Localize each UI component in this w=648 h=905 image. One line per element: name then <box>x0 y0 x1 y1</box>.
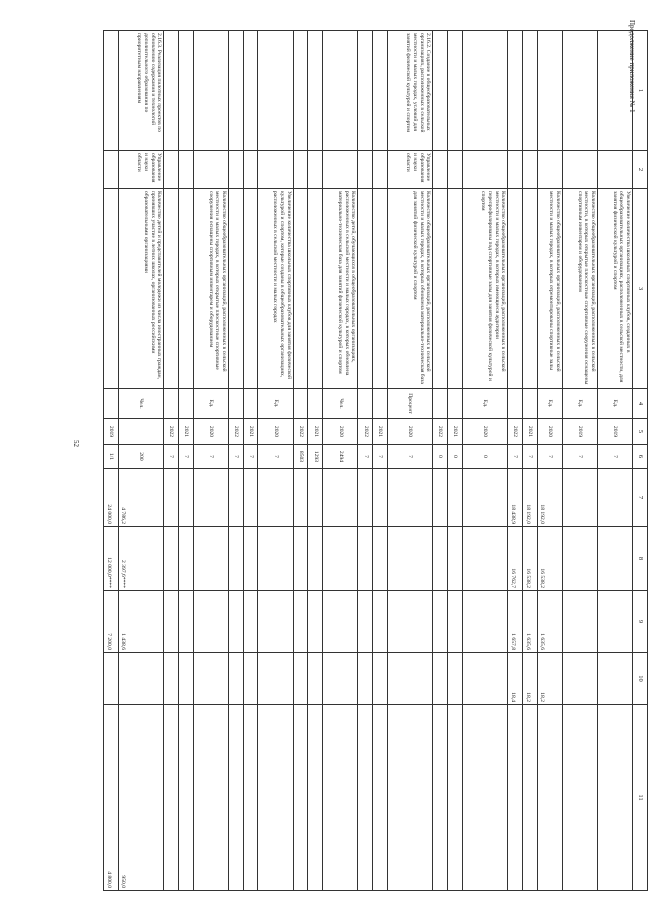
column-number-header: 10 <box>633 653 648 705</box>
table-cell-c1 <box>597 31 632 151</box>
table-cell-c11 <box>433 705 448 891</box>
table-cell-c1 <box>508 31 523 151</box>
table-cell-c1 <box>293 31 308 151</box>
table-cell-c7 <box>164 469 179 527</box>
table-row <box>562 31 597 891</box>
table-cell-c10 <box>433 653 448 705</box>
table-cell-c3 <box>178 189 193 389</box>
table-cell-c9: 1 635,6 <box>537 591 562 653</box>
table-cell-c5: 2019 <box>104 419 119 445</box>
table-cell-c11 <box>387 705 432 891</box>
table-cell-c3: Количество общеобразовательных организаций, расположенных в сельской местности и малых городах, в которых имеющиеся аудитории перепрофилированы под спортивные залы для занятия физической культурой и спортом <box>462 189 507 389</box>
table-cell-c7 <box>243 469 258 527</box>
table-cell-c4 <box>433 389 448 419</box>
table-cell-c11 <box>178 705 193 891</box>
table-cell-c8 <box>178 527 193 591</box>
table-cell-c8 <box>323 527 358 591</box>
table-cell-c5: 2022 <box>164 419 179 445</box>
table-cell-c5: 2021 <box>522 419 537 445</box>
table-cell-c8: 16 538,2 <box>537 527 562 591</box>
table-cell-c9: 7 200,0 <box>104 591 119 653</box>
table-cell-c3 <box>522 189 537 389</box>
table-cell-c4 <box>104 389 119 419</box>
table-cell-c6: 0 <box>448 445 463 469</box>
table-cell-c3 <box>373 189 388 389</box>
table-cell-c3: Количество детей и представителей молодежи из числа иностранных граждан, принявших участие в летних школах, организованных российскими образовательными организациями <box>118 189 163 389</box>
table-row <box>228 31 243 891</box>
table-cell-c2: Управление образования и науки области <box>118 151 163 189</box>
table-cell-c4: Ед. <box>597 389 632 419</box>
table-cell-c1 <box>433 31 448 151</box>
table-cell-c10 <box>387 653 432 705</box>
table-cell-c7 <box>462 469 507 527</box>
table-cell-c1 <box>373 31 388 151</box>
table-cell-c7 <box>193 469 228 527</box>
table-cell-c7: 18 438,9 <box>508 469 523 527</box>
table-cell-c1 <box>104 31 119 151</box>
table-cell-c3 <box>293 189 308 389</box>
table-row <box>323 31 358 891</box>
table-cell-c10 <box>462 653 507 705</box>
table-cell-c1: 2.16.3. Реализация пилотных проектов по обновлению содержания и технологий дополнительного образования по приоритетным направлениям <box>118 31 163 151</box>
table-row <box>597 31 632 891</box>
table-row <box>373 31 388 891</box>
table-cell-c2 <box>243 151 258 189</box>
table-cell-c8 <box>243 527 258 591</box>
table-cell-c11 <box>358 705 373 891</box>
table-cell-c7 <box>597 469 632 527</box>
table-row <box>433 31 448 891</box>
table-cell-c7 <box>358 469 373 527</box>
table-cell-c5: 2021 <box>448 419 463 445</box>
table-row <box>387 31 432 891</box>
table-cell-c5: 2021 <box>243 419 258 445</box>
table-cell-c8 <box>308 527 323 591</box>
table-cell-c3 <box>243 189 258 389</box>
table-cell-c11 <box>448 705 463 891</box>
table-cell-c3 <box>164 189 179 389</box>
table-cell-c6: 7 <box>537 445 562 469</box>
table-row <box>522 31 537 891</box>
table-cell-c2 <box>448 151 463 189</box>
table-cell-c6: 0 <box>433 445 448 469</box>
program-table <box>103 30 648 891</box>
table-cell-c8 <box>164 527 179 591</box>
table-cell-c5: 2020 <box>387 419 432 445</box>
table-cell-c2 <box>104 151 119 189</box>
table-cell-c10 <box>373 653 388 705</box>
table-row <box>164 31 179 891</box>
table-cell-c2 <box>323 151 358 189</box>
table-cell-c2 <box>462 151 507 189</box>
table-cell-c2 <box>562 151 597 189</box>
table-cell-c11 <box>462 705 507 891</box>
column-number-header: 3 <box>633 189 648 389</box>
table-cell-c1 <box>537 31 562 151</box>
table-cell-c6: 7 <box>178 445 193 469</box>
table-cell-c6: 8503 <box>293 445 308 469</box>
table-cell-c8 <box>597 527 632 591</box>
table-cell-c5: 2022 <box>433 419 448 445</box>
table-cell-c8 <box>258 527 293 591</box>
table-cell-c5: 2022 <box>293 419 308 445</box>
table-cell-c9 <box>164 591 179 653</box>
table-cell-c4 <box>522 389 537 419</box>
table-cell-c6: 7 <box>243 445 258 469</box>
table-cell-c11 <box>508 705 523 891</box>
table-cell-c4: Ед. <box>462 389 507 419</box>
table-cell-c10: 18,2 <box>537 653 562 705</box>
table-row <box>193 31 228 891</box>
table-cell-c6: 7 <box>597 445 632 469</box>
table-cell-c1 <box>243 31 258 151</box>
table-row <box>258 31 293 891</box>
table-cell-c6: 7 <box>508 445 523 469</box>
table-cell-c5: 2020 <box>462 419 507 445</box>
table-cell-c4: Ед. <box>562 389 597 419</box>
continuation-label: Продолжение приложения № 1 <box>628 20 636 113</box>
table-cell-c7: 24 000,0 <box>104 469 119 527</box>
table-cell-c6: 7 <box>228 445 243 469</box>
table-cell-c10 <box>323 653 358 705</box>
table-cell-c8 <box>293 527 308 591</box>
table-row <box>448 31 463 891</box>
table-cell-c11 <box>293 705 308 891</box>
table-cell-c7 <box>433 469 448 527</box>
table-cell-c10 <box>178 653 193 705</box>
table-cell-c4: Процент <box>387 389 432 419</box>
table-cell-c8 <box>448 527 463 591</box>
table-cell-c7 <box>308 469 323 527</box>
table-cell-c9 <box>597 591 632 653</box>
column-number-header: 11 <box>633 705 648 891</box>
table-cell-c4 <box>373 389 388 419</box>
table-cell-c8 <box>373 527 388 591</box>
table-cell-c2 <box>308 151 323 189</box>
table-cell-c1 <box>228 31 243 151</box>
table-cell-c4 <box>178 389 193 419</box>
table-cell-c9 <box>228 591 243 653</box>
table-cell-c9: 1 438,6 <box>118 591 163 653</box>
table-cell-c6: 1/1 <box>104 445 119 469</box>
table-cell-c1 <box>258 31 293 151</box>
table-cell-c10 <box>228 653 243 705</box>
table-cell-c8 <box>228 527 243 591</box>
table-cell-c9 <box>193 591 228 653</box>
table-cell-c10 <box>562 653 597 705</box>
table-cell-c1: 2.16.2. Создание в общеобразовательных организациях, расположенных в сельской местности и малых городах, условий для занятий физической культурой и спортом <box>387 31 432 151</box>
table-cell-c7 <box>448 469 463 527</box>
table-cell-c9 <box>373 591 388 653</box>
table-cell-c10 <box>258 653 293 705</box>
table-cell-c2 <box>178 151 193 189</box>
table-cell-c8 <box>433 527 448 591</box>
table-row <box>178 31 193 891</box>
column-number-header: 4 <box>633 389 648 419</box>
table-cell-c9 <box>387 591 432 653</box>
table-cell-c1 <box>164 31 179 151</box>
table-cell-c7 <box>562 469 597 527</box>
table-cell-c10 <box>597 653 632 705</box>
column-number-header: 5 <box>633 419 648 445</box>
table-row <box>462 31 507 891</box>
table-cell-c5: 2021 <box>373 419 388 445</box>
table-cell-c10: 18,2 <box>522 653 537 705</box>
table-cell-c11 <box>258 705 293 891</box>
table-row <box>508 31 523 891</box>
table-cell-c4: Чел. <box>118 389 163 419</box>
column-number-header-row <box>633 31 648 891</box>
table-cell-c1 <box>562 31 597 151</box>
table-cell-c5: 2019 <box>562 419 597 445</box>
table-cell-c2 <box>522 151 537 189</box>
table-cell-c4: Ед. <box>537 389 562 419</box>
table-cell-c1 <box>193 31 228 151</box>
table-cell-c7 <box>228 469 243 527</box>
table-cell-c8 <box>358 527 373 591</box>
table-cell-c1 <box>308 31 323 151</box>
table-cell-c4 <box>358 389 373 419</box>
table-cell-c9: 1 657,8 <box>508 591 523 653</box>
table-cell-c6: 1293 <box>308 445 323 469</box>
table-cell-c8: 12 000,0**** <box>104 527 119 591</box>
rotated-table-sheet <box>103 30 648 890</box>
table-cell-c9 <box>433 591 448 653</box>
table-cell-c2 <box>358 151 373 189</box>
table-cell-c3: Количество общеобразовательных организаций, расположенных в сельской местности и малых городах, в которых открытые плоскостные спортивные сооружения оснащены спортивным инвентарем и оборудованием <box>193 189 228 389</box>
table-cell-c9 <box>243 591 258 653</box>
table-cell-c6: 7 <box>387 445 432 469</box>
table-cell-c3: Увеличение количества школьных спортивных клубов, созданных в общеобразовательных организациях, расположенных в сельской местности, для занятия физической культурой и спортом <box>597 189 632 389</box>
table-cell-c2 <box>508 151 523 189</box>
table-cell-c2 <box>537 151 562 189</box>
column-number-header: 6 <box>633 445 648 469</box>
table-cell-c7: 18 192,0 <box>537 469 562 527</box>
table-cell-c4 <box>508 389 523 419</box>
table-cell-c8 <box>462 527 507 591</box>
page-number: 52 <box>72 440 80 447</box>
table-cell-c10 <box>308 653 323 705</box>
column-number-header: 9 <box>633 591 648 653</box>
table-cell-c6: 7 <box>562 445 597 469</box>
table-cell-c4 <box>308 389 323 419</box>
table-cell-c10 <box>293 653 308 705</box>
table-cell-c3 <box>308 189 323 389</box>
table-cell-c11 <box>373 705 388 891</box>
table-cell-c3 <box>228 189 243 389</box>
table-cell-c5: 2020 <box>537 419 562 445</box>
table-cell-c9: 1 635,6 <box>522 591 537 653</box>
table-cell-c3: Количество детей, обучающихся в общеобразовательных организациях, расположенных в сельской местности и малых городах, в которых обновлена материально-техническая база для занятий физической культурой и спортом <box>323 189 358 389</box>
table-cell-c9 <box>308 591 323 653</box>
table-cell-c5: 2022 <box>358 419 373 445</box>
table-cell-c8 <box>562 527 597 591</box>
table-cell-c11 <box>308 705 323 891</box>
table-cell-c6: 7 <box>373 445 388 469</box>
table-cell-c1 <box>178 31 193 151</box>
table-row <box>104 31 119 891</box>
table-cell-c10 <box>358 653 373 705</box>
column-number-header: 7 <box>633 469 648 527</box>
table-row <box>537 31 562 891</box>
table-cell-c5: 2022 <box>228 419 243 445</box>
table-cell-c2 <box>597 151 632 189</box>
table-cell-c9 <box>178 591 193 653</box>
table-cell-c11 <box>597 705 632 891</box>
table-cell-c3 <box>104 189 119 389</box>
column-number-header: 2 <box>633 151 648 189</box>
table-cell-c3: Количество общеобразовательных организаций, расположенных в сельской местности и малых городах, в которых отремонтированы спортивные залы <box>537 189 562 389</box>
table-cell-c3 <box>448 189 463 389</box>
table-cell-c6: 200 <box>118 445 163 469</box>
table-cell-c8 <box>193 527 228 591</box>
table-cell-c7 <box>178 469 193 527</box>
table-cell-c5: 2021 <box>178 419 193 445</box>
table-cell-c6: 7 <box>522 445 537 469</box>
table-cell-c9 <box>358 591 373 653</box>
table-cell-c4 <box>164 389 179 419</box>
table-cell-c6: 7 <box>193 445 228 469</box>
table-cell-c1 <box>323 31 358 151</box>
table-cell-c2: Управление образования и науки области <box>387 151 432 189</box>
table-cell-c11 <box>522 705 537 891</box>
table-cell-c10 <box>104 653 119 705</box>
table-cell-c9 <box>258 591 293 653</box>
table-cell-c10 <box>164 653 179 705</box>
table-cell-c6: 7 <box>164 445 179 469</box>
table-cell-c4 <box>243 389 258 419</box>
table-cell-c2 <box>258 151 293 189</box>
table-cell-c10 <box>243 653 258 705</box>
table-cell-c7: 4 786,2 <box>118 469 163 527</box>
table-cell-c3 <box>433 189 448 389</box>
table-cell-c7 <box>387 469 432 527</box>
table-cell-c4 <box>448 389 463 419</box>
table-cell-c7 <box>323 469 358 527</box>
table-cell-c4: Чел. <box>323 389 358 419</box>
table-cell-c4: Ед. <box>258 389 293 419</box>
table-cell-c5: 2020 <box>323 419 358 445</box>
table-cell-c5: 2020 <box>193 419 228 445</box>
table-cell-c5 <box>118 419 163 445</box>
table-cell-c7 <box>373 469 388 527</box>
table-body <box>104 31 633 891</box>
table-cell-c5: 2020 <box>258 419 293 445</box>
table-cell-c8: 16 762,7 <box>508 527 523 591</box>
table-cell-c1 <box>448 31 463 151</box>
table-cell-c9 <box>462 591 507 653</box>
table-cell-c11 <box>193 705 228 891</box>
table-row <box>308 31 323 891</box>
table-cell-c11 <box>228 705 243 891</box>
table-cell-c6: 7 <box>358 445 373 469</box>
table-cell-c1 <box>462 31 507 151</box>
table-cell-c8 <box>387 527 432 591</box>
table-cell-c7 <box>293 469 308 527</box>
table-cell-c3: Количество общеобразовательных организаций, расположенных в сельской местности, в которых открытые плоскостные спортивные сооружения оснащены спортивным инвентарем и оборудованием <box>562 189 597 389</box>
table-cell-c10: 18,4 <box>508 653 523 705</box>
table-cell-c6: 2494 <box>323 445 358 469</box>
table-cell-c10 <box>193 653 228 705</box>
table-cell-c6: 7 <box>258 445 293 469</box>
table-row <box>293 31 308 891</box>
table-cell-c11 <box>537 705 562 891</box>
table-cell-c2 <box>164 151 179 189</box>
table-cell-c10 <box>448 653 463 705</box>
table-cell-c11 <box>562 705 597 891</box>
table-cell-c4 <box>228 389 243 419</box>
table-cell-c5: 2019 <box>597 419 632 445</box>
table-cell-c11 <box>243 705 258 891</box>
table-cell-c2 <box>228 151 243 189</box>
table-cell-c2 <box>293 151 308 189</box>
table-cell-c3: Увеличение количества школьных спортивных клубов для занятия физической культурой и спортом, которые созданы в общеобразовательных организациях, расположенных в сельской местности и малых городах <box>258 189 293 389</box>
table-cell-c9 <box>323 591 358 653</box>
table-cell-c11: 950,0 <box>118 705 163 891</box>
table-cell-c11 <box>323 705 358 891</box>
table-cell-c5: 2021 <box>308 419 323 445</box>
table-row <box>118 31 163 891</box>
table-cell-c3 <box>508 189 523 389</box>
table-cell-c11 <box>164 705 179 891</box>
table-row <box>358 31 373 891</box>
table-cell-c8: 16 538,2 <box>522 527 537 591</box>
table-cell-c2 <box>433 151 448 189</box>
table-cell-c11: 4 800,0 <box>104 705 119 891</box>
table-row <box>243 31 258 891</box>
table-cell-c9 <box>293 591 308 653</box>
table-cell-c7: 18 192,0 <box>522 469 537 527</box>
table-cell-c1 <box>358 31 373 151</box>
table-cell-c7 <box>258 469 293 527</box>
table-cell-c2 <box>193 151 228 189</box>
table-cell-c10 <box>118 653 163 705</box>
table-cell-c3: Количество общеобразовательных организаций, расположенных в сельской местности и малых городах, в которых обновлена материально-техническая база для занятий физической культурой и спортом <box>387 189 432 389</box>
column-number-header: 8 <box>633 527 648 591</box>
column-number-header: 1 <box>633 31 648 151</box>
table-cell-c9 <box>562 591 597 653</box>
table-cell-c1 <box>522 31 537 151</box>
table-cell-c6: 0 <box>462 445 507 469</box>
table-cell-c3 <box>358 189 373 389</box>
table-cell-c8: 2 397,6**** <box>118 527 163 591</box>
table-cell-c4 <box>293 389 308 419</box>
table-cell-c5: 2022 <box>508 419 523 445</box>
table-cell-c4: Ед. <box>193 389 228 419</box>
table-cell-c9 <box>448 591 463 653</box>
table-cell-c2 <box>373 151 388 189</box>
